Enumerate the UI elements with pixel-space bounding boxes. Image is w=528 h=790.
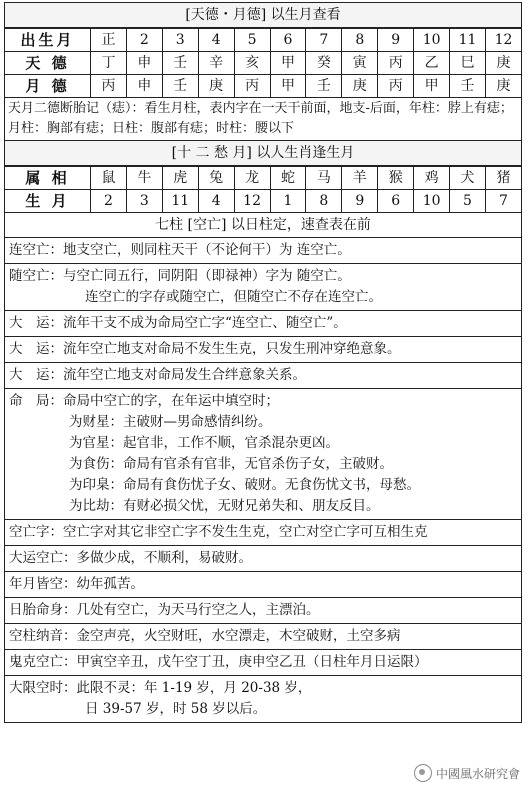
- table-cell: 正: [91, 29, 127, 52]
- rule-block: [4, 650, 522, 676]
- rule-line: 空柱纳音：金空声亮，火空财旺，水空漂走，木空破财，土空多病: [9, 628, 401, 644]
- table-cell: 5: [450, 190, 486, 213]
- table-cell: 7: [306, 29, 342, 52]
- rule-block: [4, 264, 522, 311]
- table-cell: 蛇: [270, 167, 306, 190]
- zodiac-row: [5, 167, 522, 190]
- rule-line: 日 39-57 岁，时 58 岁以后。: [85, 701, 267, 717]
- table-cell: 猴: [378, 167, 414, 190]
- rule-line: 年月皆空：幼年孤苦。: [9, 576, 144, 592]
- table-cell: 庚: [342, 75, 378, 98]
- table-cell: 龙: [234, 167, 270, 190]
- section-title-tiande-yuede: [天德・月德] 以生月查看: [4, 2, 522, 28]
- table-cell: 9: [342, 190, 378, 213]
- table-cell: 牛: [126, 167, 162, 190]
- rule-line: 日胎命身：几处有空亡，为天马行空之人，主漂泊。: [9, 602, 320, 618]
- table-cell: 9: [378, 29, 414, 52]
- table-cell: 3: [162, 29, 198, 52]
- table-cell: 12: [234, 190, 270, 213]
- table-cell: 丁: [91, 52, 127, 75]
- tiande-row: [5, 75, 522, 98]
- table-cell: 申: [126, 75, 162, 98]
- table-cell: 4: [198, 29, 234, 52]
- table-cell: 丙: [234, 75, 270, 98]
- rule-line: 大运空亡：多做少成，不顺利，易破财。: [9, 550, 252, 566]
- watermark: [414, 764, 520, 782]
- rule-block: [4, 311, 522, 337]
- watermark-text: 中國風水研究會: [435, 766, 520, 781]
- kongwang-rules: [4, 238, 522, 723]
- table-cell: 鼠: [91, 167, 127, 190]
- rule-line: 大限空时：此限不灵：年 1-19 岁，月 20-38 岁，: [9, 680, 312, 696]
- table-cell: 壬: [306, 75, 342, 98]
- table-cell: 8: [342, 29, 378, 52]
- rule-line: 大 运：流年空亡地支对命局不发生生克，只发生刑冲穿绝意象。: [9, 341, 401, 357]
- tiande-row: [5, 52, 522, 75]
- zodiac-row: [5, 190, 522, 213]
- rule-line: 随空亡：与空亡同五行，同阴阳（即禄神）字为 随空亡。: [9, 268, 351, 284]
- row-label: 月 德: [5, 75, 91, 98]
- wechat-logo-icon: [414, 764, 432, 782]
- tiande-row: [5, 29, 522, 52]
- table-cell: 辛: [198, 52, 234, 75]
- table-cell: 7: [485, 190, 521, 213]
- table-cell: 甲: [270, 52, 306, 75]
- rule-line: 空亡字：空亡字对其它非空亡字不发生生克，空亡对空亡字可互相生克: [9, 524, 428, 540]
- table-cell: 兔: [198, 167, 234, 190]
- table-cell: 6: [378, 190, 414, 213]
- row-label: 出生月: [5, 29, 91, 52]
- table-cell: 11: [162, 190, 198, 213]
- table-cell: 2: [126, 29, 162, 52]
- table-cell: 巳: [450, 52, 486, 75]
- rule-line: 连空亡的字存或随空亡，但随空亡不存在连空亡。: [85, 289, 382, 305]
- row-label: 属 相: [5, 167, 91, 190]
- rule-block: [4, 389, 522, 520]
- table-cell: 1: [270, 190, 306, 213]
- table-cell: 5: [234, 29, 270, 52]
- table-cell: 申: [126, 52, 162, 75]
- rule-line: 连空亡：地支空亡，则同柱天干（不论何干）为 连空亡。: [9, 242, 351, 258]
- table-cell: 亥: [234, 52, 270, 75]
- rule-line: 大 运：流年干支不成为命局空亡字“连空亡、随空亡”。: [9, 315, 347, 331]
- row-label: 生 月: [5, 190, 91, 213]
- rule-line: 大 运：流年空亡地支对命局发生合绊意象关系。: [9, 367, 306, 383]
- table-cell: 3: [126, 190, 162, 213]
- table-cell: 10: [414, 190, 450, 213]
- rule-block: [4, 238, 522, 264]
- table-cell: 10: [414, 29, 450, 52]
- table-cell: 庚: [485, 75, 521, 98]
- table-cell: 丙: [378, 52, 414, 75]
- table-cell: 壬: [450, 75, 486, 98]
- rule-block: [4, 572, 522, 598]
- table-cell: 甲: [414, 75, 450, 98]
- rule-line: 为比劫：有财必损父忧，无财兄弟失和、朋友反目。: [69, 498, 380, 514]
- table-cell: 庚: [198, 75, 234, 98]
- reference-sheet: [4, 2, 522, 723]
- table-cell: 羊: [342, 167, 378, 190]
- table-cell: 壬: [162, 75, 198, 98]
- table-cell: 寅: [342, 52, 378, 75]
- table-cell: 乙: [414, 52, 450, 75]
- table-cell: 鸡: [414, 167, 450, 190]
- table-cell: 虎: [162, 167, 198, 190]
- table-cell: 甲: [270, 75, 306, 98]
- rule-line: 为财星：主破财—男命感情纠纷。: [69, 414, 272, 430]
- zodiac-month-table: [4, 166, 522, 213]
- birthmark-note: 天月二德断胎记（痣）：看生月柱，表内字在一天干前面，地支-后面，年柱：脖上有痣；月柱：胸部有痣；日柱：腹部有痣；时柱：腰以下: [4, 98, 522, 141]
- rule-line: 命 局：命局中空亡的字，在年运中填空时；: [9, 393, 279, 409]
- table-cell: 壬: [162, 52, 198, 75]
- table-cell: 2: [91, 190, 127, 213]
- table-cell: 丙: [378, 75, 414, 98]
- row-label: 天 德: [5, 52, 91, 75]
- section-title-twelve-sorrow-months: [十 二 愁 月] 以人生肖逢生月: [4, 141, 522, 166]
- table-cell: 6: [270, 29, 306, 52]
- rule-line: 鬼克空亡：甲寅空辛丑，戊午空丁丑，庚申空乙丑（日柱年月日运限）: [9, 654, 428, 670]
- table-cell: 庚: [485, 52, 521, 75]
- table-cell: 4: [198, 190, 234, 213]
- table-cell: 12: [485, 29, 521, 52]
- section-title-kongwang: 七柱 [空亡] 以日柱定，速查表在前: [4, 213, 522, 238]
- table-cell: 犬: [450, 167, 486, 190]
- rule-block: [4, 520, 522, 546]
- table-cell: 马: [306, 167, 342, 190]
- table-cell: 11: [450, 29, 486, 52]
- rule-block: [4, 624, 522, 650]
- tiande-yuede-table: [4, 28, 522, 98]
- rule-line: 为印臬：命局有食伤忧子女、破财。无食伤忧文书，母愁。: [69, 477, 420, 493]
- rule-block: [4, 598, 522, 624]
- table-cell: 癸: [306, 52, 342, 75]
- rule-line: 为食伤：命局有官杀有官非，无官杀伤子女，主破财。: [69, 456, 393, 472]
- rule-line: 为官星：起官非，工作不顺，官杀混杂更凶。: [69, 435, 339, 451]
- rule-block: [4, 337, 522, 363]
- rule-block: [4, 363, 522, 389]
- rule-block: [4, 546, 522, 572]
- table-cell: 8: [306, 190, 342, 213]
- rule-block: [4, 676, 522, 723]
- table-cell: 丙: [91, 75, 127, 98]
- table-cell: 猪: [485, 167, 521, 190]
